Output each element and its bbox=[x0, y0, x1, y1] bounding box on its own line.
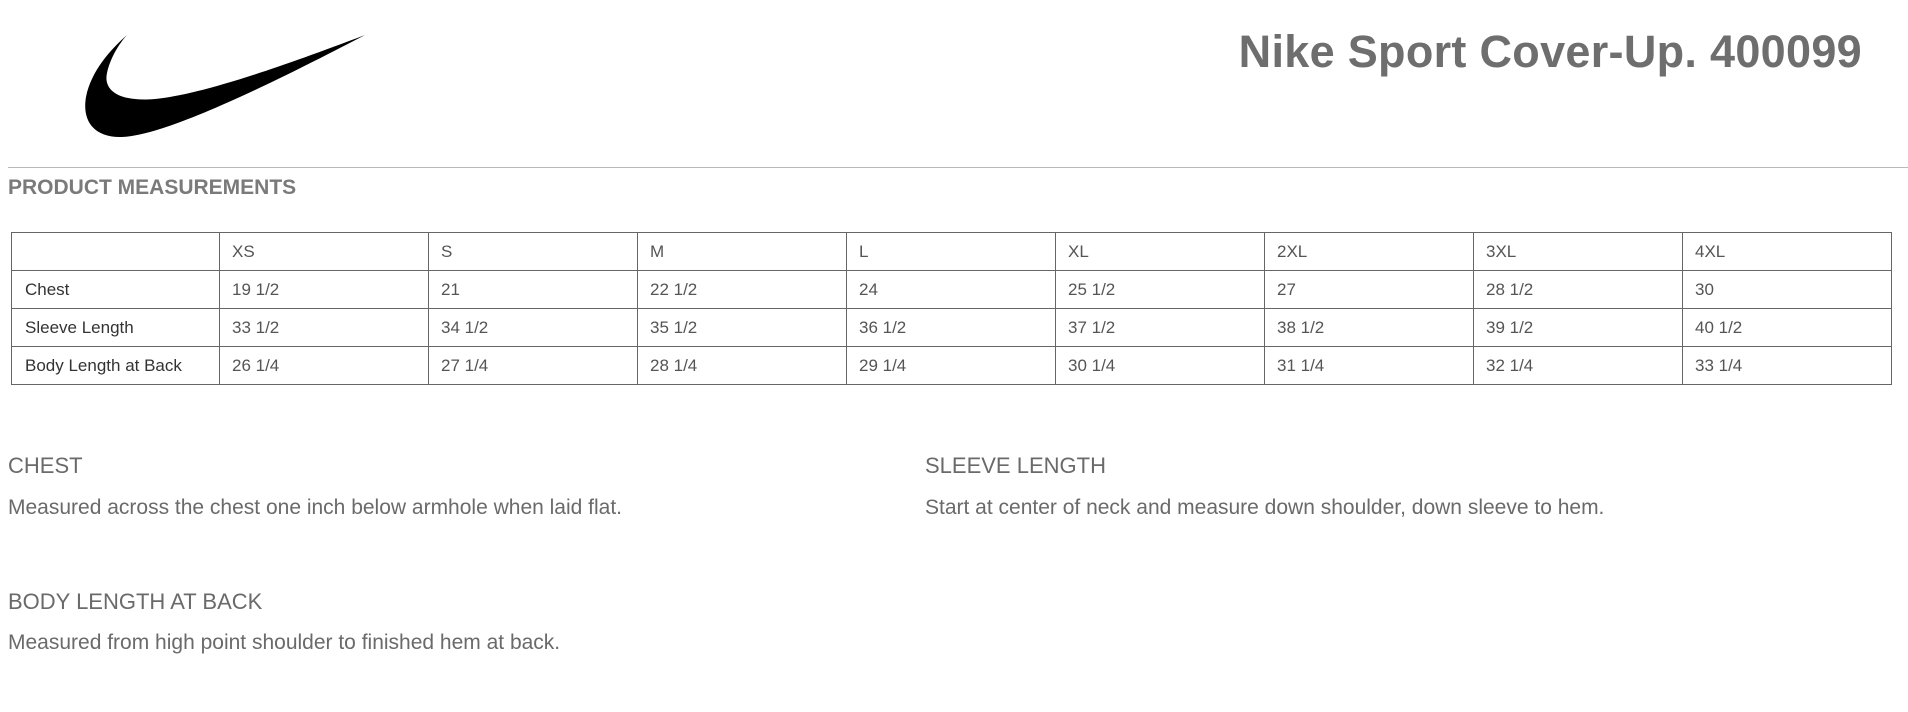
table-cell: 36 1/2 bbox=[847, 309, 1056, 347]
size-header: XS bbox=[220, 233, 429, 271]
size-header: 4XL bbox=[1683, 233, 1892, 271]
size-header: 3XL bbox=[1474, 233, 1683, 271]
size-header: L bbox=[847, 233, 1056, 271]
body-length-definition-text: Measured from high point shoulder to finished hem at back. bbox=[8, 631, 561, 654]
sleeve-definition-title: SLEEVE LENGTH bbox=[925, 453, 1106, 478]
table-cell: 34 1/2 bbox=[429, 309, 638, 347]
row-label: Chest bbox=[12, 271, 220, 309]
table-cell: 22 1/2 bbox=[638, 271, 847, 309]
table-cell: 24 bbox=[847, 271, 1056, 309]
table-cell: 21 bbox=[429, 271, 638, 309]
header-divider bbox=[8, 167, 1908, 168]
row-label: Sleeve Length bbox=[12, 309, 220, 347]
table-corner-cell bbox=[12, 233, 220, 271]
table-cell: 38 1/2 bbox=[1265, 309, 1474, 347]
page-title: Nike Sport Cover-Up. 400099 bbox=[1238, 26, 1862, 77]
table-cell: 35 1/2 bbox=[638, 309, 847, 347]
chest-definition-title: CHEST bbox=[8, 453, 83, 478]
section-heading: PRODUCT MEASUREMENTS bbox=[8, 176, 297, 199]
row-label: Body Length at Back bbox=[12, 347, 220, 385]
table-cell: 33 1/4 bbox=[1683, 347, 1892, 385]
table-cell: 30 bbox=[1683, 271, 1892, 309]
table-cell: 19 1/2 bbox=[220, 271, 429, 309]
table-cell: 33 1/2 bbox=[220, 309, 429, 347]
body-length-definition-title: BODY LENGTH AT BACK bbox=[8, 589, 263, 614]
table-cell: 27 bbox=[1265, 271, 1474, 309]
table-cell: 37 1/2 bbox=[1056, 309, 1265, 347]
table-cell: 27 1/4 bbox=[429, 347, 638, 385]
table-cell: 39 1/2 bbox=[1474, 309, 1683, 347]
table-cell: 28 1/2 bbox=[1474, 271, 1683, 309]
size-header: 2XL bbox=[1265, 233, 1474, 271]
table-cell: 31 1/4 bbox=[1265, 347, 1474, 385]
table-cell: 28 1/4 bbox=[638, 347, 847, 385]
size-header: XL bbox=[1056, 233, 1265, 271]
table-row bbox=[12, 309, 1892, 347]
table-cell: 30 1/4 bbox=[1056, 347, 1265, 385]
nike-swoosh-logo bbox=[85, 35, 370, 138]
table-cell: 29 1/4 bbox=[847, 347, 1056, 385]
table-cell: 25 1/2 bbox=[1056, 271, 1265, 309]
sleeve-definition-text: Start at center of neck and measure down shoulder, down sleeve to hem. bbox=[925, 496, 1605, 519]
measurements-table bbox=[11, 232, 1892, 385]
table-row bbox=[12, 347, 1892, 385]
size-header: S bbox=[429, 233, 638, 271]
table-header-row bbox=[12, 233, 1892, 271]
table-cell: 40 1/2 bbox=[1683, 309, 1892, 347]
size-header: M bbox=[638, 233, 847, 271]
table-cell: 26 1/4 bbox=[220, 347, 429, 385]
table-cell: 32 1/4 bbox=[1474, 347, 1683, 385]
table-row bbox=[12, 271, 1892, 309]
chest-definition-text: Measured across the chest one inch below armhole when laid flat. bbox=[8, 496, 623, 519]
